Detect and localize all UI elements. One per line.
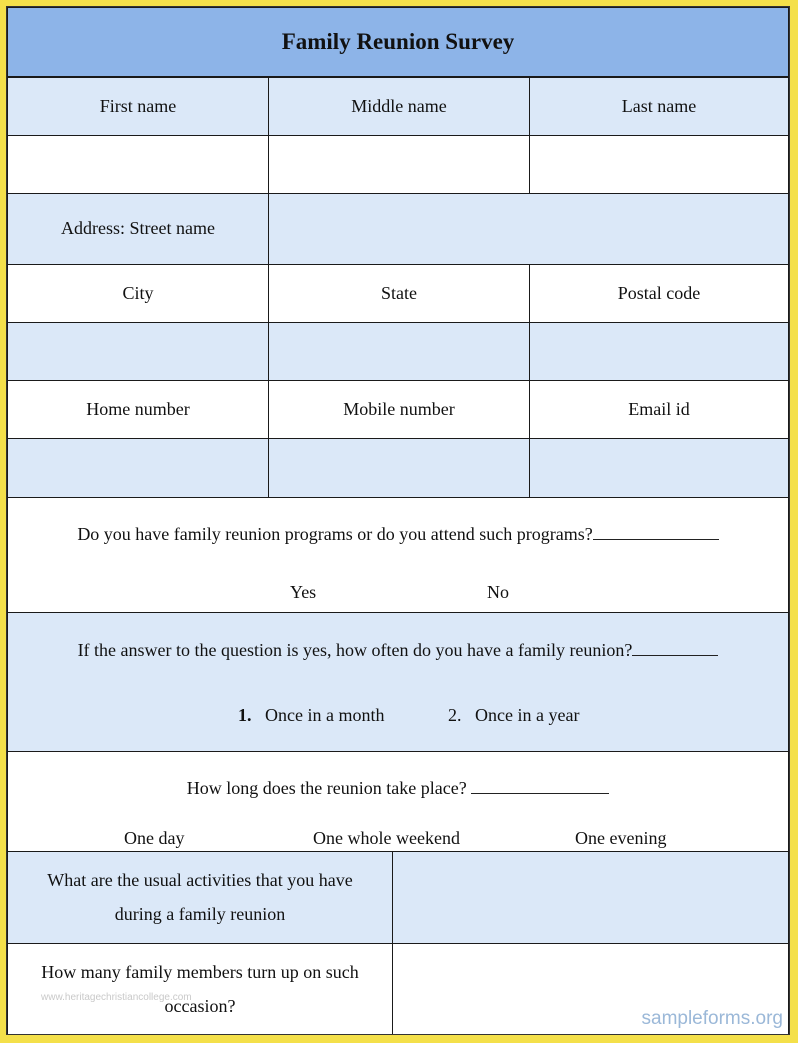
city-label: City [7, 264, 269, 323]
q3-option-one-whole-weekend[interactable]: One whole weekend [313, 828, 460, 848]
address-field[interactable] [268, 193, 789, 265]
mobile-number-field[interactable] [268, 438, 530, 498]
q2-option-2-number: 2. [448, 705, 462, 725]
q2-option-1-number: 1. [238, 705, 252, 725]
q1-option-yes[interactable]: Yes [290, 582, 317, 602]
q1-option-no[interactable]: No [487, 582, 509, 602]
question-5-label: How many family members turn up on such occasion? [7, 943, 393, 1035]
last-name-field[interactable] [529, 135, 789, 194]
email-id-field[interactable] [529, 438, 789, 498]
city-field[interactable] [7, 322, 269, 381]
question-2-section [7, 612, 789, 752]
middle-name-field[interactable] [268, 135, 530, 194]
question-1-answer-line[interactable] [593, 523, 719, 540]
postal-code-label: Postal code [529, 264, 789, 323]
email-id-label: Email id [529, 380, 789, 439]
last-name-label: Last name [529, 77, 789, 136]
faint-watermark: www.heritagechristiancollege.com [41, 992, 192, 1003]
question-2-answer-line[interactable] [632, 639, 718, 656]
home-number-label: Home number [7, 380, 269, 439]
question-4-label: What are the usual activities that you have during a family reunion [7, 851, 393, 944]
q3-option-one-day[interactable]: One day [124, 828, 185, 848]
state-label: State [268, 264, 530, 323]
question-3-text: How long does the reunion take place? [186, 778, 467, 798]
question-2-text: If the answer to the question is yes, how often do you have a family reunion? [77, 640, 633, 660]
first-name-label: First name [7, 77, 269, 136]
question-3-section [7, 751, 789, 852]
q2-option-1-label: Once in a month [265, 705, 385, 725]
q3-option-one-evening[interactable]: One evening [575, 828, 667, 848]
q2-option-2-label: Once in a year [475, 705, 580, 725]
question-4-answer-field[interactable] [392, 851, 789, 944]
survey-form [6, 6, 790, 1035]
mobile-number-label: Mobile number [268, 380, 530, 439]
postal-code-field[interactable] [529, 322, 789, 381]
home-number-field[interactable] [7, 438, 269, 498]
watermark: sampleforms.org [641, 1008, 783, 1029]
state-field[interactable] [268, 322, 530, 381]
middle-name-label: Middle name [268, 77, 530, 136]
q2-option-2[interactable] [448, 699, 579, 732]
question-1-section [7, 497, 789, 613]
first-name-field[interactable] [7, 135, 269, 194]
address-label: Address: Street name [7, 193, 269, 265]
q2-option-1[interactable] [238, 699, 384, 732]
question-1-text: Do you have family reunion programs or do you attend such programs? [77, 524, 593, 544]
question-3-answer-line[interactable] [471, 777, 609, 794]
form-title: Family Reunion Survey [7, 7, 789, 77]
